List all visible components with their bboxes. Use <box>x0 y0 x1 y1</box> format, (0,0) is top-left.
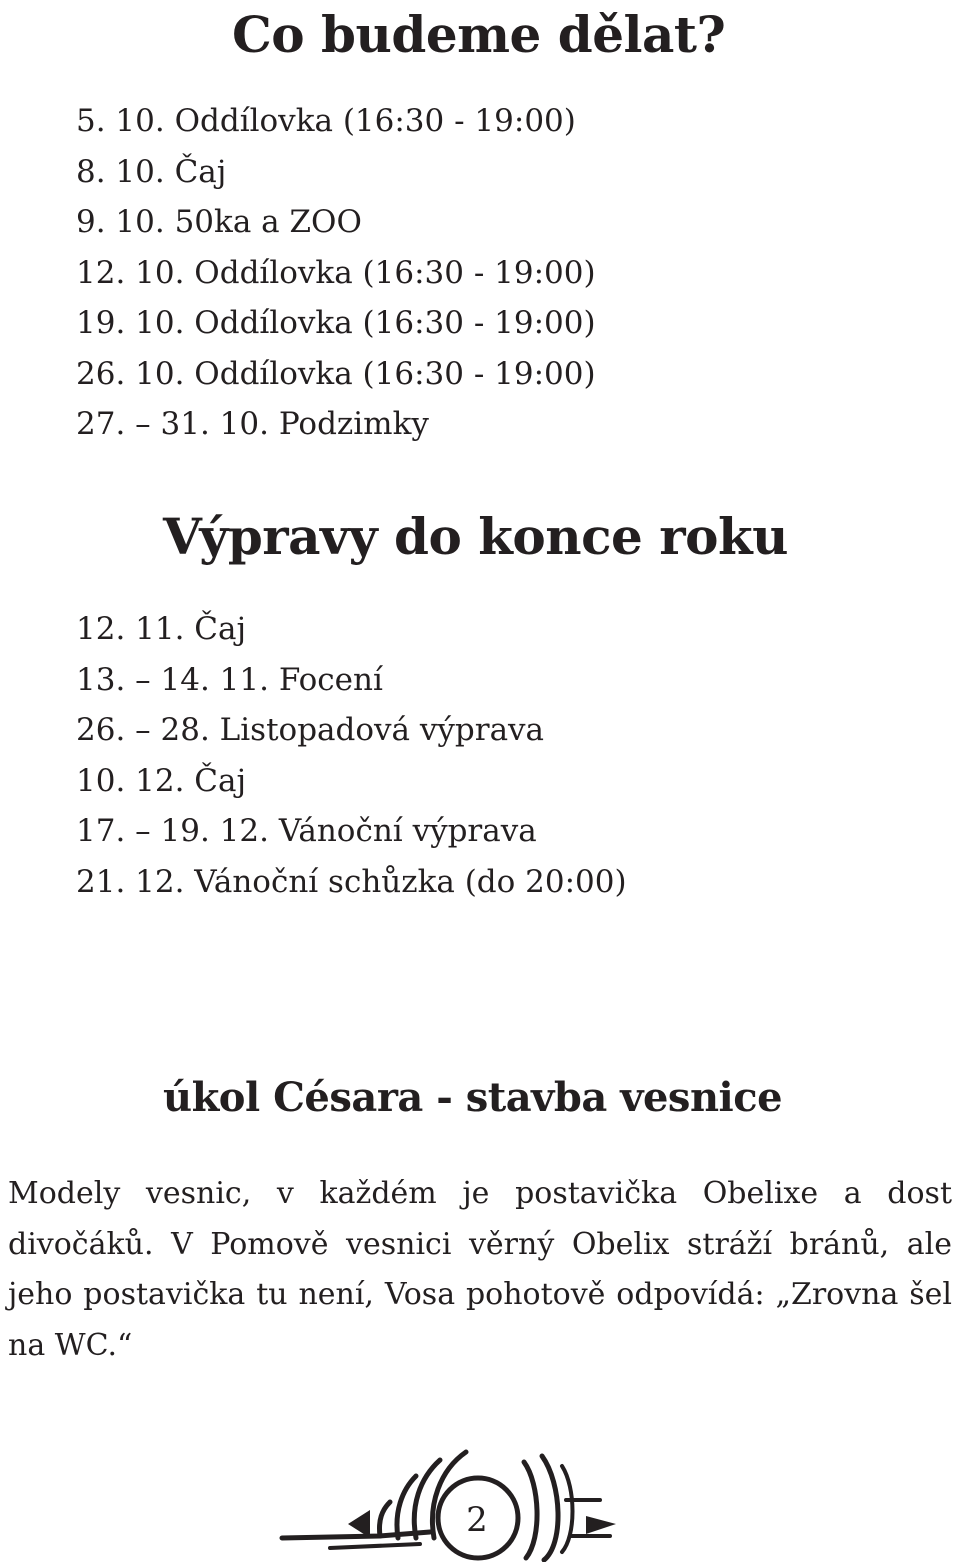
schedule-list <box>76 96 596 450</box>
task-paragraph: Modely vesnic, v každém je postavička Obelixe a dost divočáků. V Pomově vesnici věrný Obelix stráží bránů, ale jeho postavička tu není, Vosa pohotově odpovídá: „Zrovna šel na WC.“ <box>8 1176 952 1363</box>
list-item: 26. – 28. Listopadová výprava <box>76 712 545 748</box>
list-item: 27. – 31. 10. Podzimky <box>76 406 429 442</box>
list-item: 13. – 14. 11. Focení <box>76 661 383 698</box>
list-item: 26. 10. Oddílovka (16:30 - 19:00) <box>76 355 596 392</box>
list-item: 17. – 19. 12. Vánoční výprava <box>76 813 537 849</box>
list-item: 12. 10. Oddílovka (16:30 - 19:00) <box>76 254 596 291</box>
list-item: 5. 10. Oddílovka (16:30 - 19:00) <box>76 103 576 139</box>
page-title: Co budeme dělat? <box>232 5 726 64</box>
list-item: 19. 10. Oddílovka (16:30 - 19:00) <box>76 305 596 341</box>
page-number: 2 <box>466 1500 488 1540</box>
task-heading: úkol Césara - stavba vesnice <box>163 1074 783 1121</box>
list-item: 8. 10. Čaj <box>76 153 227 190</box>
list-item: 9. 10. 50ka a ZOO <box>76 204 362 240</box>
list-item: 21. 12. Vánoční schůzka (do 20:00) <box>76 863 627 900</box>
list-item: 12. 11. Čaj <box>76 611 247 647</box>
expeditions-heading: Výpravy do konce roku <box>163 507 788 566</box>
expeditions-list <box>76 604 627 907</box>
list-item: 10. 12. Čaj <box>76 762 247 799</box>
